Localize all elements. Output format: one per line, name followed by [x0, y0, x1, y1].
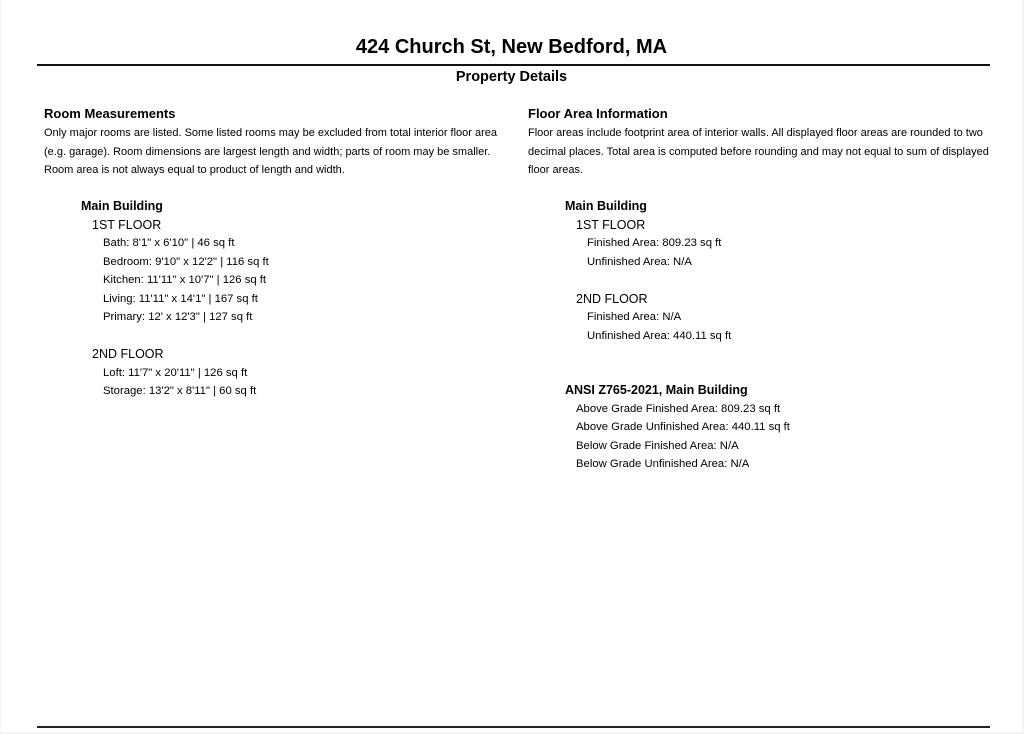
floor-area-list	[565, 197, 731, 345]
room-item: Bath: 8'1" x 6'10" | 46 sq ft	[103, 237, 235, 249]
header-divider	[37, 64, 990, 66]
area-item: Finished Area: N/A	[587, 311, 682, 323]
floor-heading: 1ST FLOOR	[92, 217, 162, 232]
ansi-item: Below Grade Unfinished Area: N/A	[576, 458, 750, 470]
floor-area-heading: Floor Area Information	[528, 106, 668, 121]
room-item: Bedroom: 9'10" x 12'2" | 116 sq ft	[103, 255, 269, 268]
room-item: Storage: 13'2" x 8'11" | 60 sq ft	[103, 385, 257, 397]
page-title: 424 Church St, New Bedford, MA	[355, 36, 668, 58]
room-item: Kitchen: 11'11" x 10'7" | 126 sq ft	[103, 274, 267, 286]
page-subtitle: Property Details	[455, 69, 568, 85]
room-item: Primary: 12' x 12'3" | 127 sq ft	[103, 311, 253, 323]
ansi-summary	[565, 381, 790, 474]
floor-heading: 2ND FLOOR	[92, 347, 164, 361]
building-name: Main Building	[565, 199, 647, 213]
floor-heading: 1ST FLOOR	[576, 217, 646, 232]
area-item: Unfinished Area: N/A	[587, 255, 692, 268]
floor-area-description: Floor areas include footprint area of interior walls. All displayed floor areas are rounded to two decimal places. Total area is computed before rounding and may not equal to sum of displayed floor areas.	[528, 127, 989, 176]
document-page	[1, 0, 1022, 732]
ansi-item: Above Grade Unfinished Area: 440.11 sq ft	[576, 421, 790, 433]
footer-divider	[37, 726, 990, 728]
ansi-item: Below Grade Finished Area: N/A	[576, 439, 739, 452]
ansi-item: Above Grade Finished Area: 809.23 sq ft	[576, 402, 781, 415]
ansi-heading: ANSI Z765-2021, Main Building	[565, 383, 748, 397]
room-item: Loft: 11'7" x 20'11" | 126 sq ft	[103, 366, 248, 379]
room-item: Living: 11'11" x 14'1" | 167 sq ft	[103, 292, 258, 305]
building-name: Main Building	[81, 199, 163, 213]
room-measurements-section	[44, 105, 514, 180]
room-list	[81, 197, 269, 401]
room-measurements-heading: Room Measurements	[44, 106, 176, 121]
floor-area-section	[528, 105, 1003, 180]
area-item: Unfinished Area: 440.11 sq ft	[587, 329, 732, 342]
area-item: Finished Area: 809.23 sq ft	[587, 237, 722, 249]
floor-heading: 2ND FLOOR	[576, 291, 648, 306]
room-measurements-description: Only major rooms are listed. Some listed rooms may be excluded from total interior floor area (e.g. garage). Room dimensions are largest length and width; parts of room may be smaller. Room area is not always equal to product of length and width.	[44, 127, 498, 176]
